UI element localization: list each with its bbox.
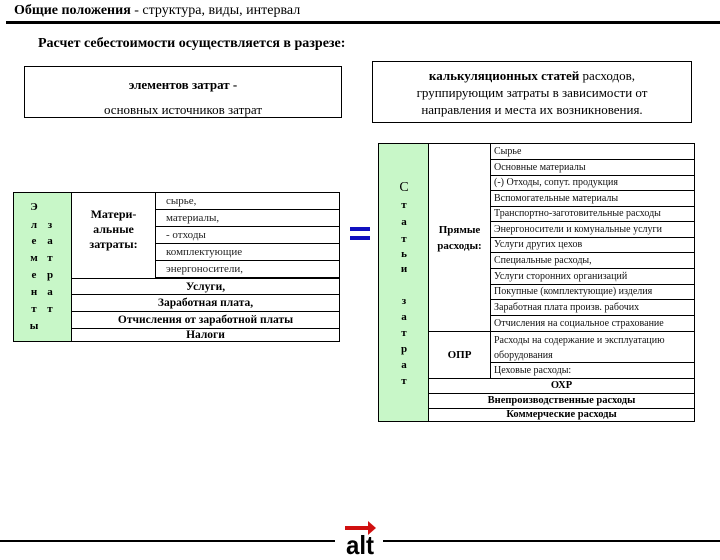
cost-items-diagram: [378, 143, 695, 422]
subtitle: Расчет себестоимости осуществляется в разрезе:: [38, 36, 346, 51]
cost-row: Коммерческие расходы: [506, 409, 617, 420]
material-item: энергоносители,: [156, 261, 339, 278]
cost-item: Основные материалы: [491, 160, 694, 176]
direct-costs-label: Прямые расходы:: [429, 144, 491, 332]
cost-item: Специальные расходы,: [491, 253, 694, 269]
alt-logo-icon: [342, 521, 382, 555]
cost-item: Услуги сторонних организаций: [491, 269, 694, 285]
footer-divider-left: [0, 540, 335, 542]
svg-text:alt: alt: [346, 530, 375, 555]
cost-item: Сырье: [491, 144, 694, 160]
cost-item: Услуги других цехов: [491, 238, 694, 253]
cost-item: Энергоносители и комунальные услуги: [491, 222, 694, 238]
cost-row: ОХР: [429, 379, 694, 394]
material-item: - отходы: [156, 227, 339, 244]
opr-label: ОПР: [429, 332, 491, 379]
cost-item: Отчисления на социальное страхование: [491, 316, 694, 332]
element-row: Услуги,: [72, 278, 339, 295]
element-row: Заработная плата,: [72, 295, 339, 312]
cost-item: Расходы на содержание и эксплуатацию оборудования: [491, 332, 694, 363]
element-row: Налоги: [186, 329, 225, 341]
material-item: материалы,: [156, 210, 339, 227]
cost-elements-diagram: [13, 192, 340, 342]
page-title: Общие положения - структура, виды, интервал: [14, 3, 301, 18]
material-costs-label: Матери- альные затраты:: [72, 193, 156, 278]
element-row: Отчисления от заработной платы: [72, 312, 339, 329]
cost-item: Транспортно-заготовительные расходы: [491, 207, 694, 222]
equals-icon: [350, 227, 370, 245]
elements-vertical-label: Э л е м е н т ы з а т р а т: [14, 193, 72, 341]
cost-item: Вспомогательные материалы: [491, 191, 694, 207]
title-divider: [6, 21, 720, 24]
calc-items-box: калькуляционных статей расходов, группирующим затраты в зависимости от направления и места их возникновения.: [372, 61, 692, 123]
cost-item: Покупные (комплектующие) изделия: [491, 285, 694, 300]
cost-row: Внепроизводственные расходы: [429, 394, 694, 409]
cost-item: (-) Отходы, сопут. продукция: [491, 176, 694, 191]
items-vertical-label: С т а т ь и з а т р а т: [379, 144, 429, 421]
footer-divider-right: [383, 540, 720, 542]
material-item: комплектующие: [156, 244, 339, 261]
material-item: сырье,: [156, 193, 339, 210]
elements-box: элементов затрат - основных источников затрат: [24, 66, 342, 118]
cost-item: Заработная плата произв. рабочих: [491, 300, 694, 316]
cost-item: Цеховые расходы:: [491, 363, 694, 379]
